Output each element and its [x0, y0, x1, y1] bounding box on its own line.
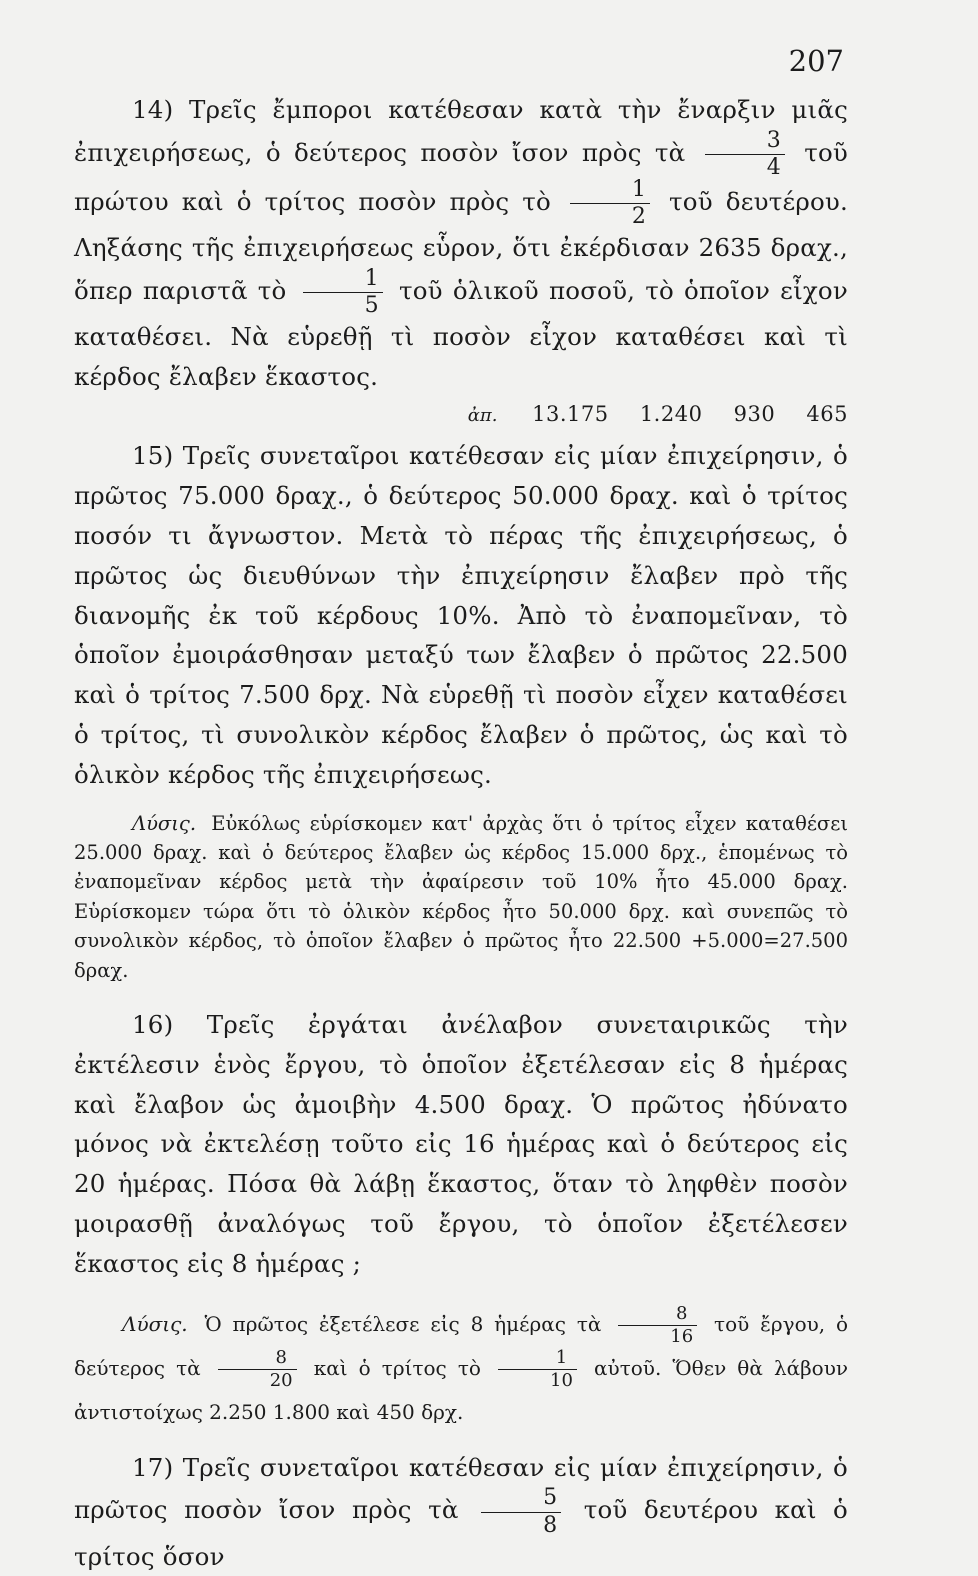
- fraction-8-20: $\frac{8}{20}$: [218, 1349, 297, 1390]
- fraction-5-8: $\frac{5}{8}$: [481, 1487, 561, 1536]
- page-number: 207: [788, 44, 844, 78]
- solution-text-3: καὶ ὁ τρίτος τὸ: [313, 1355, 481, 1380]
- fraction-1-2: $\frac{1}{2}$: [570, 179, 650, 228]
- problem-14-text-4: τοῦ ὁλικοῦ ποσοῦ, τὸ ὁποῖον εἶχον καταθέσει. Νὰ εὑρεθῇ τὶ ποσὸν εἶχον καταθέσει καὶ τὶ κέρδος ἔλαβεν ἕκαστος.: [74, 275, 848, 391]
- answer-label: ἀπ.: [467, 405, 498, 427]
- problem-14: [74, 90, 848, 396]
- fraction-3-4: $\frac{3}{4}$: [705, 130, 785, 179]
- solution-text: Εὐκόλως εὑρίσκομεν κατ' ἀρχὰς ὅτι ὁ τρίτος εἶχεν καταθέσει 25.000 δραχ. καὶ ὁ δεύτερος ἔλαβεν ὡς κέρδος 15.000 δρχ., ἑπομένως τὸ ἐναπομεῖναν κέρδος μετὰ τὴν ἀφαίρεσιν τοῦ 10% ἦτο 45.000 δραχ. Εὑρίσκομεν τώρα ὅτι τὸ ὁλικὸν κέρδος ἦτο 50.000 δρχ. καὶ συνεπῶς τὸ συνολικὸν κέρδος, τὸ ὁποῖον ἔλαβεν ὁ πρῶτος ἦτο 22.500 +5.000=27.500 δραχ.: [74, 811, 848, 982]
- problem-14-answer: [74, 400, 848, 430]
- problem-14-text-2: τοῦ πρώτου καὶ ὁ τρίτος ποσὸν πρὸς τὸ: [74, 137, 848, 216]
- answer-value: 465: [806, 402, 848, 427]
- problem-14-text-1: 14) Τρεῖς ἔμποροι κατέθεσαν κατὰ τὴν ἔναρξιν μιᾶς ἐπιχειρήσεως, ὁ δεύτερος ποσὸν ἴσον πρὸς τὰ: [74, 95, 848, 167]
- fraction-8-16: $\frac{8}{16}$: [618, 1305, 697, 1346]
- answer-value: 1.240: [639, 402, 703, 427]
- problem-15: 15) Τρεῖς συνεταῖροι κατέθεσαν εἰς μίαν ἐπιχείρησιν, ὁ πρῶτος 75.000 δραχ., ὁ δεύτερος 50.000 δραχ. καὶ ὁ τρίτος ποσόν τι ἄγνωστον. Μετὰ τὸ πέρας τῆς ἐπιχειρήσεως, ὁ πρῶτος ὡς διευθύνων τὴν ἐπιχείρησιν ἔλαβεν πρὸ τῆς διανομῆς ἐκ τοῦ κέρδους 10%. Ἀπὸ τὸ ἐναπομεῖναν, τὸ ὁποῖον ἐμοιράσθησαν μεταξύ των ἔλαβεν ὁ πρῶτος 22.500 καὶ ὁ τρίτος 7.500 δρχ. Νὰ εὑρεθῇ τὶ ποσὸν εἶχεν καταθέσει ὁ τρίτος, τὶ συνολικὸν κέρδος ἔλαβεν ὁ πρῶτος, ὡς καὶ τὸ ὁλικὸν κέρδος τῆς ἐπιχειρήσεως.: [74, 441, 848, 789]
- solution-text-2: τοῦ ἔργου, ὁ δεύτερος τὰ: [74, 1311, 849, 1380]
- answer-value: 930: [733, 402, 776, 427]
- page-content: [74, 90, 848, 1576]
- problem-16-solution: [74, 1302, 848, 1434]
- solution-text-4: αὐτοῦ. Ὅθεν θὰ λάβουν ἀντιστοίχως 2.250 1.800 καὶ 450 δρχ.: [74, 1355, 849, 1424]
- problem-17-text-2: τοῦ δευτέρου καὶ ὁ τρίτος ὅσον: [74, 1495, 848, 1571]
- solution-label: Λύσις.: [122, 1311, 188, 1336]
- fraction-1-10: $\frac{1}{10}$: [498, 1349, 577, 1390]
- solution-text-1: Ὁ πρῶτος ἐξετέλεσε εἰς 8 ἡμέρας τὰ: [204, 1311, 602, 1336]
- answer-value: 13.175: [532, 402, 609, 427]
- problem-17-text-1: 17) Τρεῖς συνεταῖροι κατέθεσαν εἰς μίαν ἐπιχείρησιν, ὁ πρῶτος ποσὸν ἴσον πρὸς τὰ: [74, 1452, 848, 1525]
- problem-15-solution: [74, 809, 848, 985]
- problem-16: 16) Τρεῖς ἐργάται ἀνέλαβον συνεταιρικῶς τὴν ἐκτέλεσιν ἑνὸς ἔργου, τὸ ὁποῖον ἐξετέλεσαν εἰς 8 ἡμέρας καὶ ἔλαβον ὡς ἀμοιβὴν 4.500 δραχ. Ὁ πρῶτος ἠδύνατο μόνος νὰ ἐκτελέσῃ τοῦτο εἰς 16 ἡμέρας καὶ ὁ δεύτερος εἰς 20 ἡμέρας. Πόσα θὰ λάβῃ ἕκαστος, ὅταν τὸ ληφθὲν ποσὸν μοιρασθῇ ἀναλόγως τοῦ ἔργου, τὸ ὁποῖον ἐξετέλεσεν ἕκαστος εἰς 8 ἡμέρας ;: [74, 1010, 848, 1278]
- fraction-1-5: $\frac{1}{5}$: [303, 268, 383, 317]
- solution-label: Λύσις.: [132, 811, 197, 835]
- problem-14-text-3: τοῦ δευτέρου. Ληξάσης τῆς ἐπιχειρήσεως εὗρον, ὅτι ἐκέρδισαν 2635 δραχ., ὅπερ παριστᾶ τὸ: [74, 186, 848, 305]
- problem-17: [74, 1448, 848, 1576]
